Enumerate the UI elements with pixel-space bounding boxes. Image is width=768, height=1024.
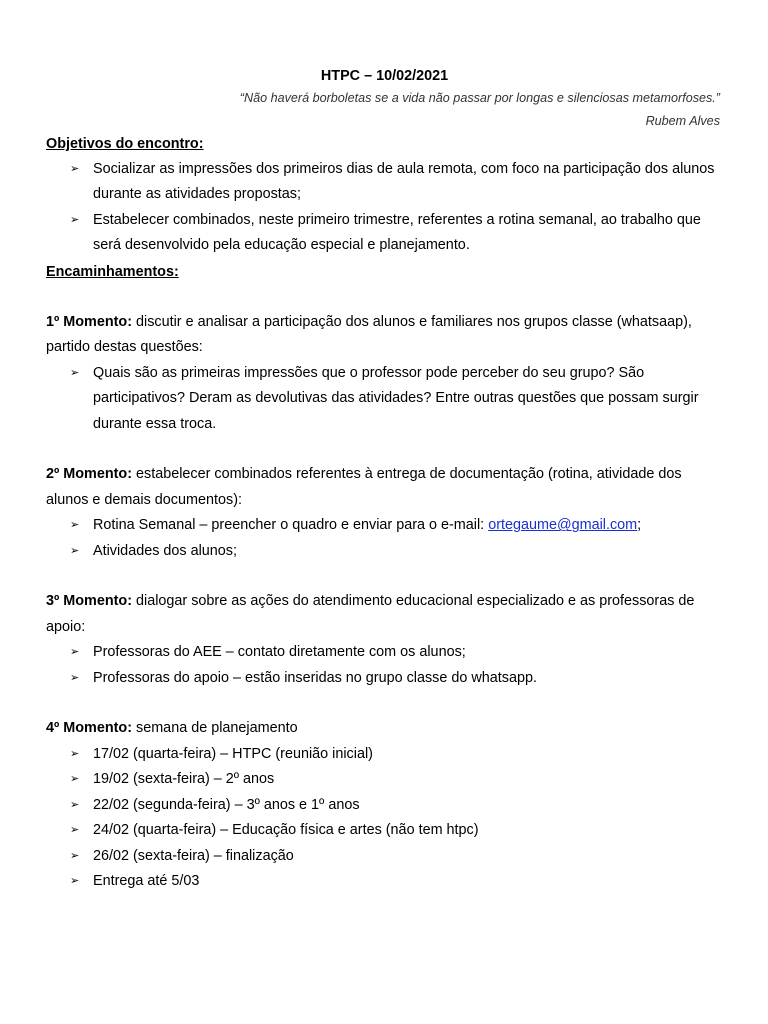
momento-1-paragraph bbox=[46, 310, 722, 361]
momento-1-label: 1º Momento: bbox=[46, 314, 132, 331]
encaminhamentos-heading: Encaminhamentos: bbox=[46, 263, 179, 280]
momento-3-label: 3º Momento: bbox=[46, 593, 132, 610]
list-item: ➢ 17/02 (quarta-feira) – HTPC (reunião inicial) bbox=[46, 742, 722, 767]
momento-3-list bbox=[46, 640, 722, 691]
list-item: ➢ Quais são as primeiras impressões que o professor pode perceber do seu grupo? São participativos? Deram as devolutivas das atividades? Entre outras questões que possam surgir durante essa troca. bbox=[46, 361, 722, 437]
momento-4-label: 4º Momento: bbox=[46, 720, 132, 737]
arrowhead-bullet-icon: ➢ bbox=[70, 798, 80, 811]
momento-1-list bbox=[46, 361, 722, 437]
arrowhead-bullet-icon: ➢ bbox=[70, 849, 80, 862]
momento-1-text: discutir e analisar a participação dos alunos e familiares nos grupos classe (whatsaap), partido destas questões: bbox=[46, 314, 692, 356]
arrowhead-bullet-icon: ➢ bbox=[70, 519, 80, 532]
momento-2-label: 2º Momento: bbox=[46, 466, 132, 483]
arrowhead-bullet-icon: ➢ bbox=[70, 646, 80, 659]
list-item: ➢ Socializar as impressões dos primeiros dias de aula remota, com foco na participação dos alunos durante as atividades propostas; bbox=[46, 157, 722, 208]
momento-2-text: estabelecer combinados referentes à entrega de documentação (rotina, atividade dos alunos e demais documentos): bbox=[46, 466, 682, 508]
document-title: HTPC – 10/02/2021 bbox=[320, 68, 449, 84]
arrowhead-bullet-icon: ➢ bbox=[70, 874, 80, 887]
epigraph-quote: “Não haverá borboletas se a vida não passar por longas e silenciosas metamorfoses.” bbox=[239, 91, 720, 105]
arrowhead-bullet-icon: ➢ bbox=[70, 366, 80, 379]
list-item: ➢ 26/02 (sexta-feira) – finalização bbox=[46, 844, 722, 869]
epigraph-author: Rubem Alves bbox=[645, 114, 720, 128]
email-link[interactable]: ortegaume@gmail.com bbox=[488, 517, 638, 534]
momento-2-paragraph bbox=[46, 462, 722, 513]
list-item: ➢ Estabelecer combinados, neste primeiro trimestre, referentes a rotina semanal, ao trabalho que será desenvolvido pela educação especial e planejamento. bbox=[46, 208, 722, 259]
momento-4-paragraph bbox=[46, 716, 722, 741]
arrowhead-bullet-icon: ➢ bbox=[70, 773, 80, 786]
list-item: ➢ Professoras do apoio – estão inseridas no grupo classe do whatsapp. bbox=[46, 666, 722, 691]
list-item: ➢ 19/02 (sexta-feira) – 2º anos bbox=[46, 767, 722, 792]
arrowhead-bullet-icon: ➢ bbox=[70, 544, 80, 557]
list-item: ➢ Rotina Semanal – preencher o quadro e enviar para o e-mail: ortegaume@gmail.com; bbox=[46, 513, 722, 538]
momento-2-list bbox=[46, 513, 722, 564]
arrowhead-bullet-icon: ➢ bbox=[70, 163, 80, 175]
arrowhead-bullet-icon: ➢ bbox=[70, 824, 80, 837]
objetivos-heading: Objetivos do encontro: bbox=[46, 136, 204, 152]
momento-4-text: semana de planejamento bbox=[132, 720, 298, 737]
arrowhead-bullet-icon: ➢ bbox=[70, 213, 80, 226]
list-item: ➢ 22/02 (segunda-feira) – 3º anos e 1º anos bbox=[46, 793, 722, 818]
arrowhead-bullet-icon: ➢ bbox=[70, 747, 80, 760]
list-item: ➢ Atividades dos alunos; bbox=[46, 539, 722, 564]
list-item: ➢ Professoras do AEE – contato diretamente com os alunos; bbox=[46, 640, 722, 665]
arrowhead-bullet-icon: ➢ bbox=[70, 671, 80, 684]
list-item: ➢ 24/02 (quarta-feira) – Educação física e artes (não tem htpc) bbox=[46, 818, 722, 843]
momento-3-text: dialogar sobre as ações do atendimento educacional especializado e as professoras de apoio: bbox=[46, 593, 695, 635]
momento-3-paragraph bbox=[46, 589, 722, 640]
list-item: ➢ Entrega até 5/03 bbox=[46, 869, 722, 894]
momento-4-list bbox=[46, 742, 722, 894]
objetivos-list bbox=[46, 157, 722, 259]
